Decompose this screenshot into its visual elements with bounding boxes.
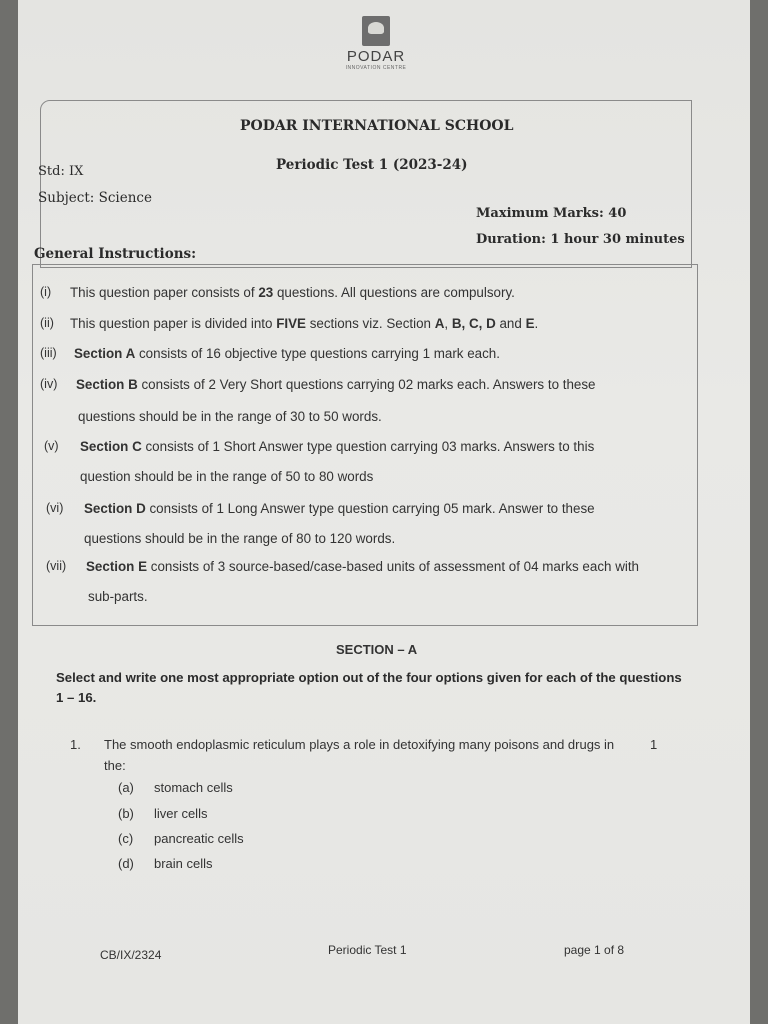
test-title: Periodic Test 1 (2023-24) [276, 157, 468, 173]
subject-label: Subject: Science [38, 190, 152, 206]
school-name: PODAR INTERNATIONAL SCHOOL [240, 118, 514, 134]
option-c: (c) pancreatic cells [118, 831, 244, 846]
duration: Duration: 1 hour 30 minutes [476, 232, 685, 247]
option-d: (d) brain cells [118, 856, 213, 871]
tree-emblem-icon [362, 16, 390, 46]
option-b: (b) liver cells [118, 806, 208, 821]
question-text: The smooth endoplasmic reticulum plays a role in detoxifying many poisons and drugs in the: [104, 737, 615, 773]
logo-name: PODAR [346, 48, 406, 65]
question-marks: 1 [650, 737, 658, 752]
section-a-instruction: Select and write one most appropriate option out of the four options given for each of the questions 1 – 16. [56, 670, 682, 705]
school-logo [336, 16, 416, 71]
instructions-title: General Instructions: [34, 246, 197, 262]
question-number: 1. [70, 737, 81, 752]
footer-code: CB/IX/2324 [100, 948, 162, 962]
footer-page: page 1 of 8 [564, 943, 625, 957]
standard-label: Std: IX [38, 164, 84, 179]
exam-page: PODAR INNOVATION CENTRE PODAR INTERNATIONAL SCHOOL Periodic Test 1 (2023-24) Std: IX Subject: Science Maximum Marks: 40 Duration: 1 hour 30 minutes General Instructions: (i) This question paper consists of 23 questions. All questions are compulsory. (ii) This question paper is divided into FIVE sections viz. Section A, B, C, D and E. (iii) Section A consists of 16 objective type questions carrying 1 mark each. (iv) Section B consists of 2 Very Short questions carrying 02 marks each. Answers to these questions should be in the range of 30 to 50 words. (v) Section C consists of 1 Short Answer type question carrying 03 marks. Answers to this question should be in the range of 50 to 80 words (vi) Section D consists of 1 Long Answer type question carrying 05 mark. Answer to these questions should be in the range of 80 to 120 words. (vii) Section E consists of 3 source-based/case-based units of assessment of 04 marks each with sub-parts. SECTION – A Select and write one most appropriate option out of the four options given for each of the questions 1 – 16. 1. The smooth endoplasmic reticulum plays a role in detoxifying many poisons and drugs in the: 1 (a) stomach cells (b) liver cells (c) pancreatic cells (d) brain cells CB/IX/2324 Periodic Test 1 page 1 of 8 [18, 0, 750, 1024]
option-a: (a) stomach cells [118, 780, 233, 795]
section-a-title: SECTION – A [336, 642, 418, 657]
maximum-marks: Maximum Marks: 40 [476, 206, 627, 221]
footer-center: Periodic Test 1 [328, 943, 407, 957]
logo-subtitle: INNOVATION CENTRE [345, 65, 407, 71]
